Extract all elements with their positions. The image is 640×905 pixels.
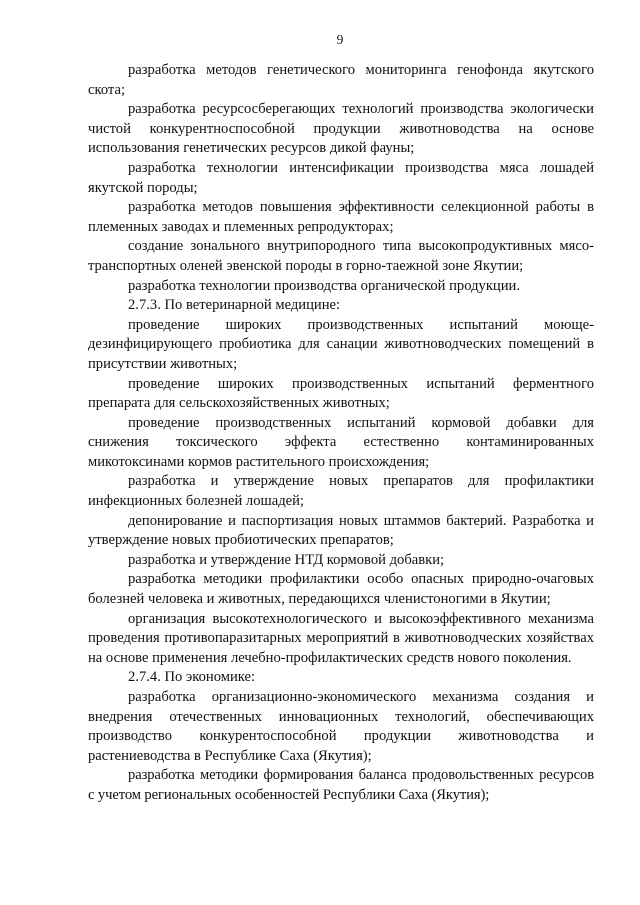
section-heading: 2.7.3. По ветеринарной медицине: <box>128 297 341 314</box>
paragraph: депонирование и паспортизация новых штаммов бактерий. Разработка и утверждение новых пробиотических препаратов; <box>88 512 594 549</box>
paragraph: проведение широких производственных испытаний моюще-дезинфицирующего пробиотика для санации животноводческих помещений в присутствии животных; <box>88 316 594 372</box>
paragraph: разработка методики формирования баланса продовольственных ресурсов с учетом региональных особенностей Республики Саха (Якутия); <box>88 767 594 803</box>
paragraph: разработка и утверждение новых препаратов для профилактики инфекционных болезней лошадей; <box>88 473 594 510</box>
paragraph: разработка технологии производства органической продукции. <box>128 277 520 294</box>
paragraph: разработка методов повышения эффективности селекционной работы в племенных заводах и племенных репродукторах; <box>88 199 594 235</box>
paragraph: разработка организационно-экономического механизма создания и внедрения отечественных инновационных технологий, обеспечивающих производство конкурентоспособной продукции животноводства и растениеводства в Республике Саха (Якутия); <box>88 689 594 764</box>
paragraph: разработка и утверждение НТД кормовой добавки; <box>128 551 445 568</box>
paragraph: разработка технологии интенсификации производства мяса лошадей якутской породы; <box>88 159 594 196</box>
page-content <box>88 61 594 806</box>
section-heading: 2.7.4. По экономике: <box>128 669 256 686</box>
paragraph: разработка методики профилактики особо опасных природно-очаговых болезней человека и животных, передающихся членистоногими в Якутии; <box>88 571 594 608</box>
page-number: 9 <box>336 32 344 47</box>
paragraph: проведение производственных испытаний кормовой добавки для снижения токсического эффекта естественно контаминированных микотоксинами кормов растительного происхождения; <box>88 414 594 470</box>
paragraph: разработка ресурсосберегающих технологий производства экологически чистой конкурентноспособной продукции животноводства на основе использования генетических ресурсов дикой фауны; <box>88 101 594 157</box>
paragraph: создание зонального внутрипородного типа высокопродуктивных мясо-транспортных оленей эвенской породы в горно-таежной зоне Якутии; <box>88 238 594 274</box>
paragraph: организация высокотехнологического и высокоэффективного механизма проведения противопаразитарных мероприятий в животноводческих хозяйствах на основе применения лечебно-профилактических средств нового поколения. <box>88 610 594 666</box>
paragraph: проведение широких производственных испытаний ферментного препарата для сельскохозяйственных животных; <box>88 375 594 412</box>
paragraph: разработка методов генетического мониторинга генофонда якутского скота; <box>88 62 594 98</box>
